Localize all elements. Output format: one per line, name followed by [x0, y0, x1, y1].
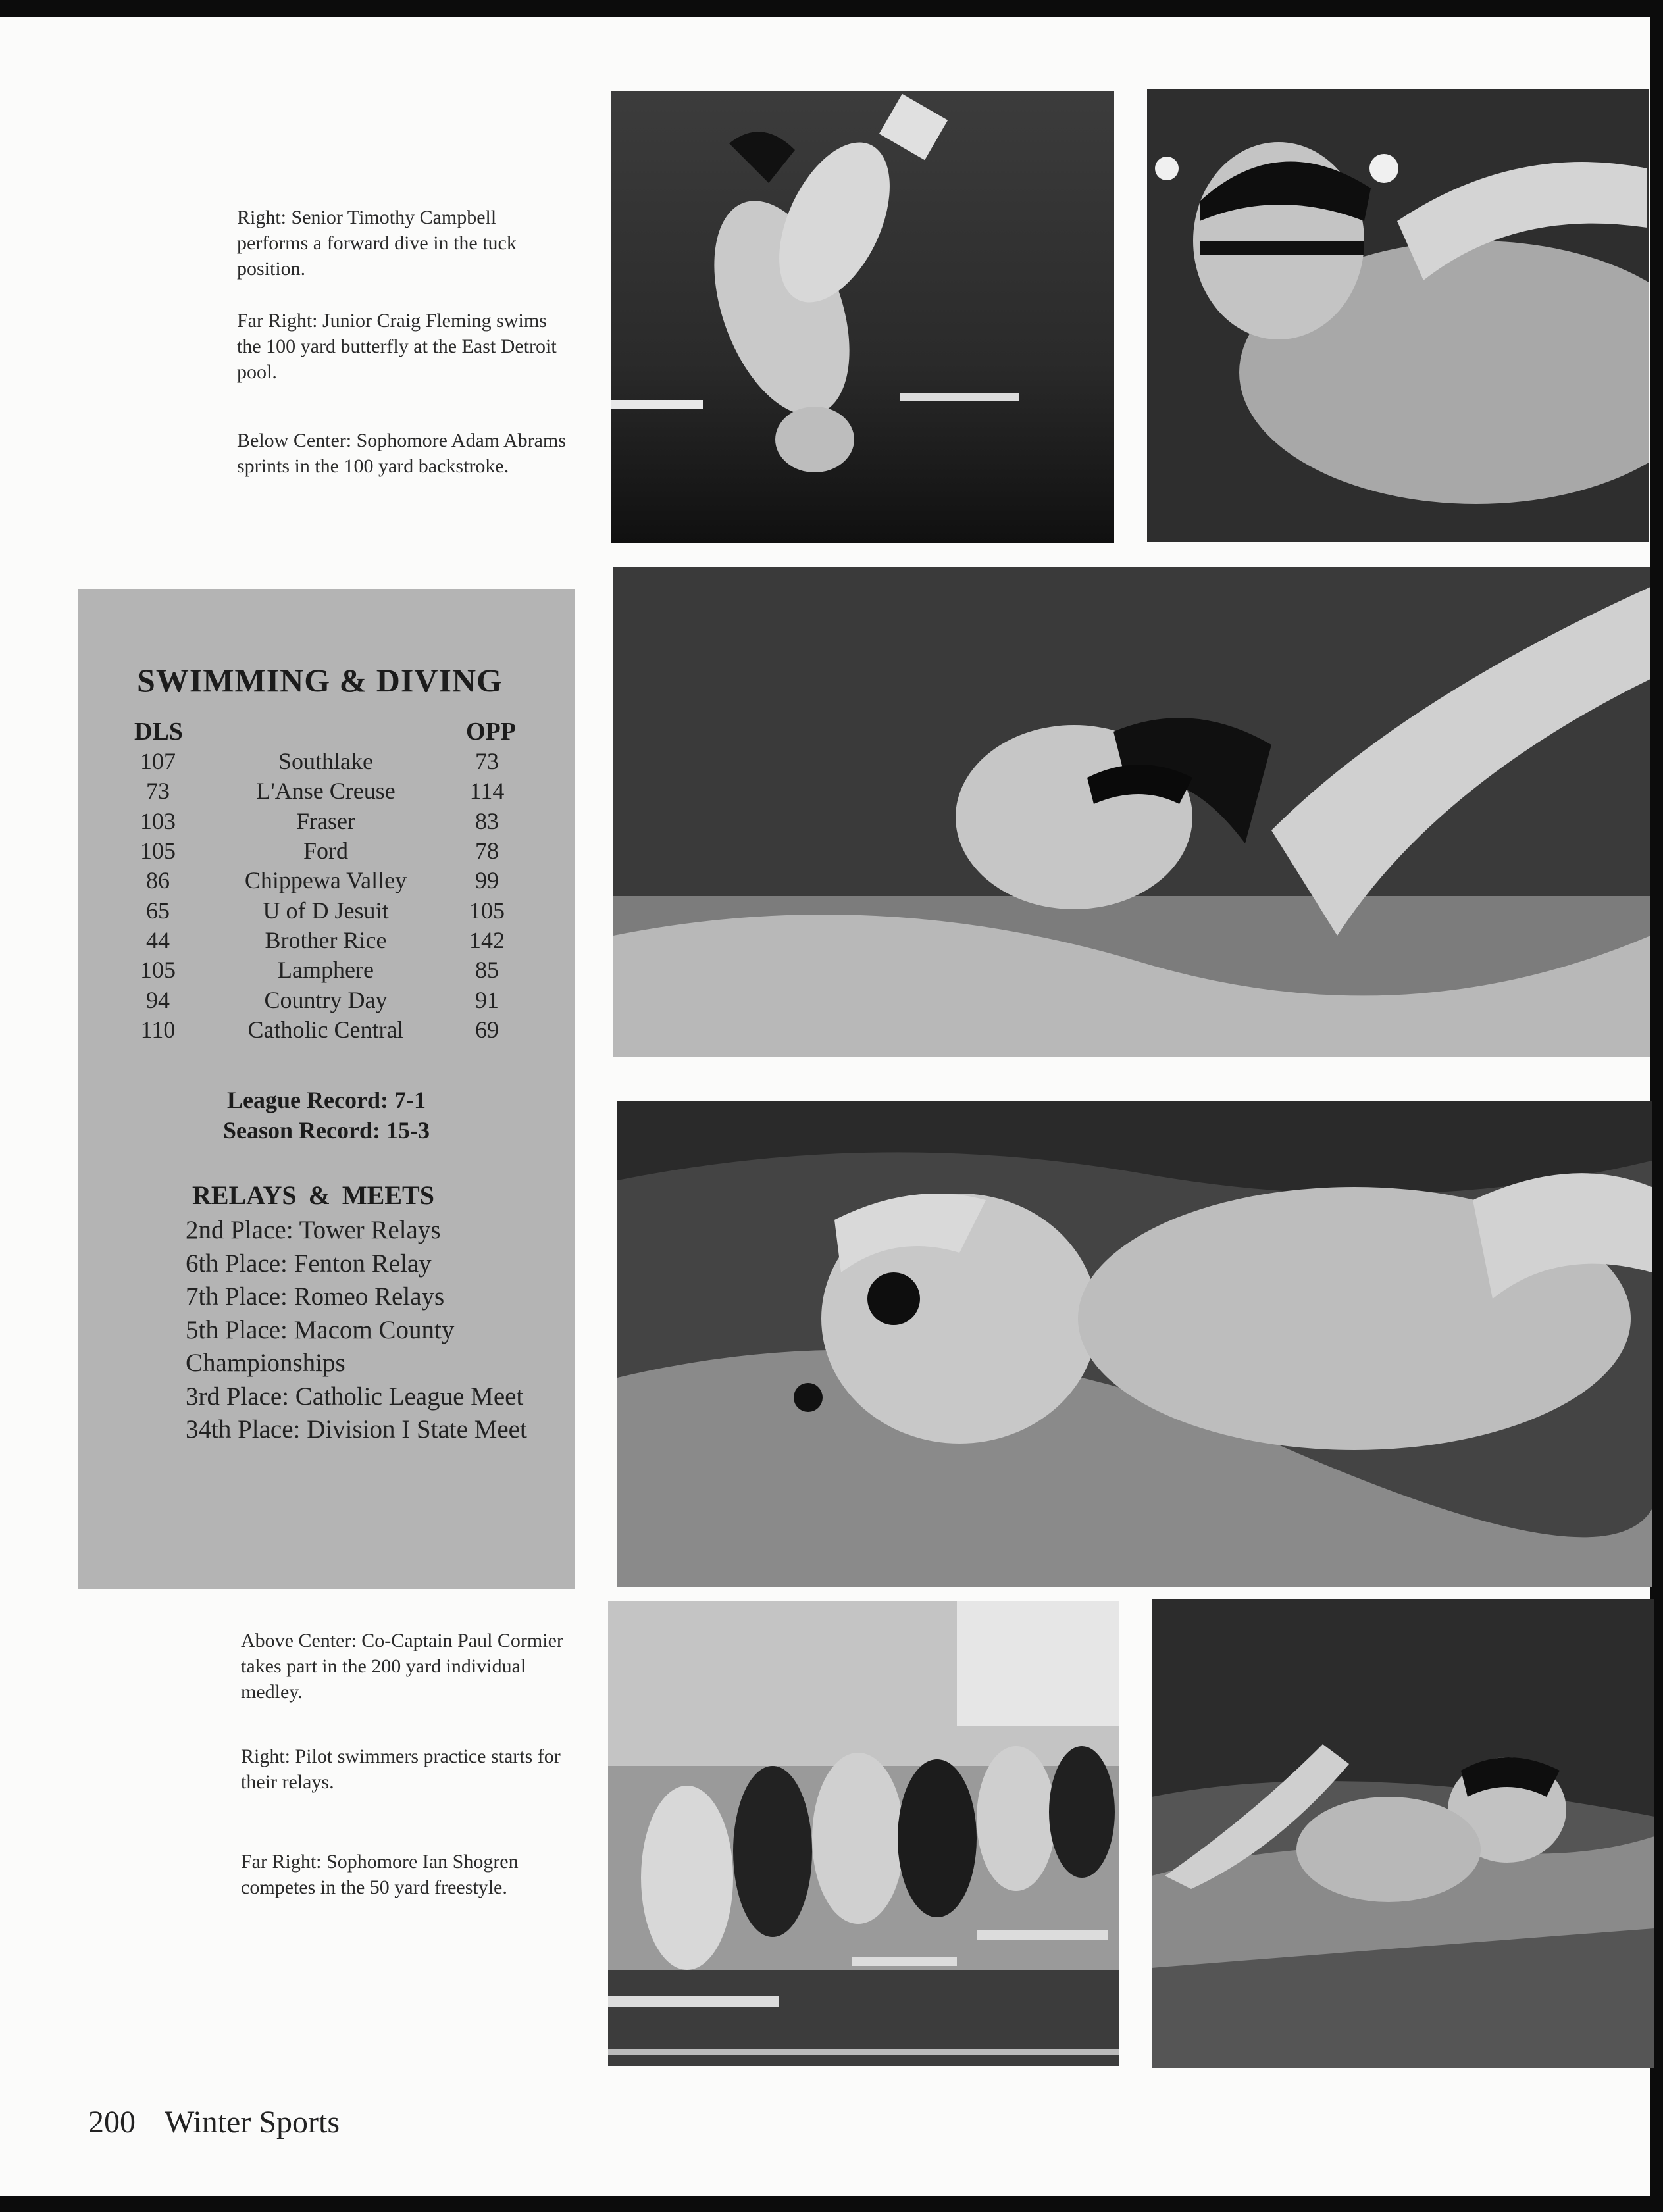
- caption-freestyle: Far Right: Sophomore Ian Shogren competes in the 50 yard freestyle.: [241, 1851, 519, 1898]
- caption-butterfly: Far Right: Junior Craig Fleming swims the 100 yard butterfly at the East Detroit pool.: [237, 310, 557, 383]
- opponent-name: Southlake: [278, 748, 373, 775]
- results-row: [118, 807, 520, 836]
- opponent-name: Fraser: [296, 807, 355, 834]
- dls-score: 94: [146, 986, 170, 1013]
- results-row: [118, 955, 520, 985]
- dls-score: 107: [140, 748, 176, 775]
- caption-medley: Above Center: Co-Captain Paul Cormier takes part in the 200 yard individual medley.: [241, 1630, 563, 1703]
- dls-score: 65: [146, 897, 170, 924]
- results-row: [118, 747, 520, 776]
- opp-score: 83: [475, 807, 499, 834]
- league-record: League Record: 7-1: [227, 1087, 426, 1113]
- page-footer: [88, 2104, 340, 2140]
- opp-score: 78: [475, 838, 499, 865]
- relays-list: [186, 1214, 554, 1447]
- opp-score: 73: [475, 748, 499, 775]
- opp-score: 69: [475, 1016, 499, 1043]
- opponent-name: Brother Rice: [265, 926, 387, 953]
- opponent-name: Chippewa Valley: [244, 867, 407, 894]
- opponent-name: Ford: [303, 838, 348, 865]
- caption-backstroke: Below Center: Sophomore Adam Abrams sprints in the 100 yard backstroke.: [237, 430, 566, 477]
- opp-score: 105: [469, 897, 505, 924]
- photo-backstroke: [613, 567, 1650, 1057]
- opponent-name: L'Anse Creuse: [256, 778, 396, 805]
- photo-butterfly: [1147, 89, 1649, 542]
- opponent-name: Lamphere: [278, 957, 374, 984]
- results-row: [118, 926, 520, 955]
- dls-score: 86: [146, 867, 170, 894]
- relay-result: 6th Place: Fenton Relay: [186, 1249, 432, 1278]
- relay-result: 5th Place: Macom County Championships: [186, 1315, 455, 1377]
- opp-score: 85: [475, 957, 499, 984]
- caption-diver: Right: Senior Timothy Campbell performs a forward dive in the tuck position.: [237, 207, 517, 280]
- opp-score: 114: [469, 778, 505, 805]
- opponent-name: Country Day: [264, 986, 388, 1013]
- col-head-dls: DLS: [134, 718, 183, 745]
- results-table: [118, 747, 520, 1045]
- relay-result: 3rd Place: Catholic League Meet: [186, 1382, 524, 1411]
- results-row: [118, 895, 520, 925]
- yearbook-page: [0, 17, 1650, 2196]
- results-row: [118, 985, 520, 1015]
- dls-score: 44: [146, 926, 170, 953]
- section-title: Winter Sports: [165, 2105, 340, 2140]
- season-record: Season Record: 15-3: [223, 1117, 430, 1144]
- dls-score: 73: [146, 778, 170, 805]
- opp-score: 91: [475, 986, 499, 1013]
- photo-diver: [611, 91, 1114, 543]
- relay-result: 34th Place: Division I State Meet: [186, 1415, 527, 1444]
- dls-score: 110: [140, 1016, 176, 1043]
- photo-relay-starts: [608, 1601, 1119, 2066]
- opponent-name: Catholic Central: [247, 1016, 404, 1043]
- results-row: [118, 776, 520, 806]
- stats-title: SWIMMING & DIVING: [137, 662, 503, 699]
- stats-box: [78, 589, 575, 1589]
- photo-freestyle: [1152, 1599, 1654, 2068]
- results-row: [118, 1015, 520, 1045]
- caption-relay-starts: Right: Pilot swimmers practice starts for their relays.: [241, 1746, 561, 1793]
- relays-title: RELAYS & MEETS: [192, 1180, 434, 1210]
- relay-result: 2nd Place: Tower Relays: [186, 1216, 441, 1244]
- dls-score: 105: [140, 957, 176, 984]
- opponent-name: U of D Jesuit: [263, 897, 389, 924]
- results-row: [118, 866, 520, 895]
- dls-score: 105: [140, 838, 176, 865]
- opp-score: 142: [469, 926, 505, 953]
- relay-result: 7th Place: Romeo Relays: [186, 1282, 445, 1311]
- opp-score: 99: [475, 867, 499, 894]
- results-row: [118, 836, 520, 866]
- col-head-opp: OPP: [466, 718, 516, 745]
- photo-medley: [617, 1101, 1652, 1587]
- dls-score: 103: [140, 807, 176, 834]
- page-number: 200: [88, 2105, 136, 2140]
